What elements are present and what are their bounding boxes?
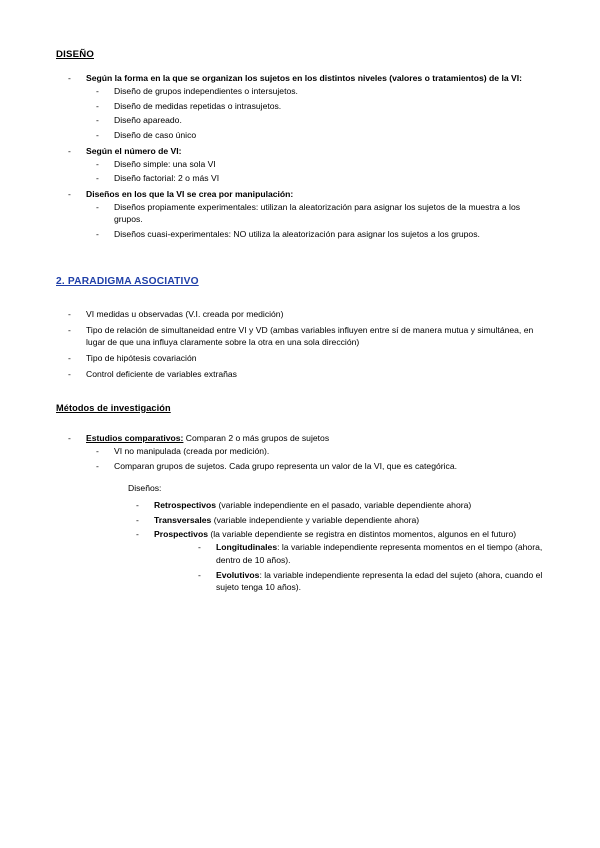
metodos-list [56,432,544,594]
design-name: Retrospectivos [154,499,217,510]
design-name: Prospectivos [154,529,208,540]
list-item-label-underlined: Estudios comparativos: [86,433,184,444]
nested-list [86,201,544,241]
list-item: - VI medidas u observadas (V.I. creada por medición) [56,308,544,321]
design-name: Transversales [154,514,212,525]
section-spacer [56,244,544,274]
spacer [56,299,544,308]
design-name: Evolutivos [216,569,260,580]
design-description: (variable independiente en el pasado, variable dependiente ahora) [216,499,472,510]
list-item [128,528,544,594]
list-item: - Diseño de medidas repetidas o intrasujetos. [86,100,544,113]
nested-list [86,445,544,472]
section-heading-paradigma-asociativo: 2. PARADIGMA ASOCIATIVO [56,275,199,287]
designs-list [86,499,544,594]
design-description: : la variable independiente representa la edad del sujeto (ahora, cuando el sujeto tenga 10 años). [216,569,543,593]
design-description: : la variable independiente representa momentos en el tiempo (ahora, dentro de 10 años). [216,542,543,565]
list-item [56,72,544,142]
list-item-label-rest: Comparan 2 o más grupos de sujetos [183,433,330,444]
section-heading-metodos-investigacion: Métodos de investigación [56,402,171,413]
list-item: - Diseño de grupos independientes o intersujetos. [86,85,544,98]
design-description: (la variable dependiente se registra en distintos momentos, algunos en el futuro) [207,529,517,540]
list-item: - Diseño factorial: 2 o más VI [86,172,544,185]
list-item [190,541,544,566]
list-item-label: Según la forma en la que se organizan los sujetos en los distintos niveles (valores o tratamientos) de la VI: [86,73,523,84]
list-item: - Diseños cuasi-experimentales: NO utiliza la aleatorización para asignar los sujetos a los grupos. [86,228,544,241]
paradigma-list [56,308,544,381]
list-item-label: Diseños en los que la VI se crea por manipulación: [86,188,294,199]
nested-list [86,85,544,142]
nested-list [86,158,544,185]
list-item [56,432,544,594]
design-description: (variable independiente y variable dependiente ahora) [211,514,420,525]
list-item: - Tipo de hipótesis covariación [56,352,544,365]
designs-label: Diseños: [128,483,162,494]
list-item [128,499,544,512]
list-item: - Diseño apareado. [86,114,544,127]
list-item: - Tipo de relación de simultaneidad entre VI y VD (ambas variables influyen entre sí de manera mutua y simultánea, en lugar de que una influya claramente sobre la otra en una sola dirección) [56,324,544,349]
design-name: Longitudinales [216,542,278,553]
list-item: - Diseño de caso único [86,129,544,142]
list-item [56,188,544,241]
diseno-list [56,72,544,241]
list-item [56,145,544,185]
section-heading-diseno: DISEÑO [56,49,94,60]
list-item: - VI no manipulada (creada por medición). [86,445,544,458]
list-item: - Diseños propiamente experimentales: utilizan la aleatorización para asignar los sujetos de la muestra a los grupos. [86,201,544,226]
list-item: - Comparan grupos de sujetos. Cada grupo representa un valor de la VI, que es categórica. [86,460,544,473]
list-item [190,569,544,594]
list-item [128,514,544,527]
list-item-label: Según el número de VI: [86,145,182,156]
nested-list [154,541,544,594]
list-item: - Diseño simple: una sola VI [86,158,544,171]
spacer [56,423,544,432]
document-body [56,48,544,594]
list-item: - Control deficiente de variables extrañas [56,368,544,381]
section-spacer [56,384,544,402]
